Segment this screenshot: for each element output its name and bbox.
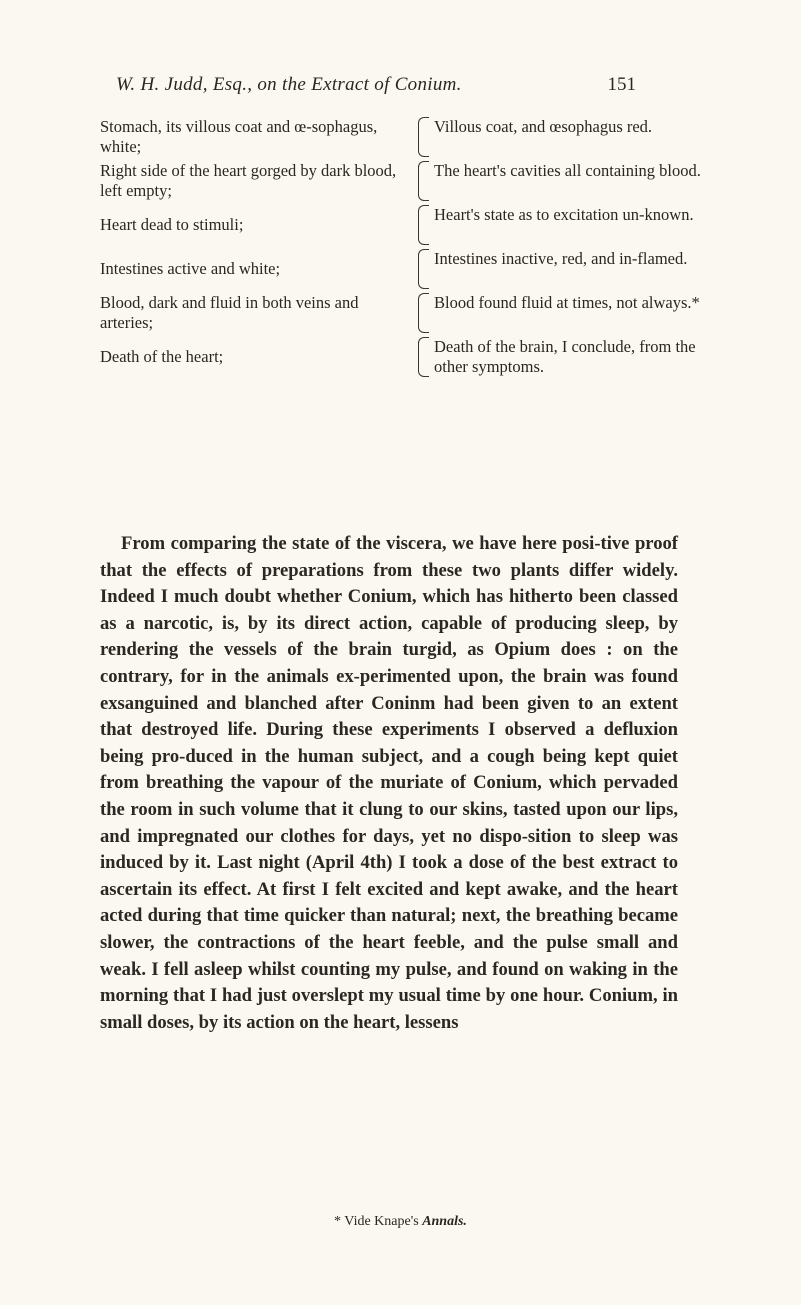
comparison-row (100, 337, 696, 377)
comparison-left: Right side of the heart gorged by dark blood, left empty; (100, 161, 397, 200)
brace-icon (418, 117, 429, 157)
comparison-row (100, 293, 700, 333)
brace-icon (418, 337, 429, 377)
comparison-right: Blood found fluid at times, not always.* (434, 293, 700, 312)
page-number: 151 (607, 74, 636, 95)
brace-icon (418, 161, 429, 201)
comparison-left: Death of the heart; (100, 347, 224, 366)
comparison-left: Blood, dark and fluid in both veins and arteries; (100, 293, 359, 332)
footnote-source: Annals. (422, 1214, 467, 1229)
brace-icon (418, 249, 429, 289)
header-title: W. H. Judd, Esq., on the Extract of Conium. (116, 74, 462, 95)
comparison-row (100, 249, 688, 289)
running-header (116, 74, 636, 102)
comparison-right: Intestines inactive, red, and in-flamed. (434, 249, 688, 268)
body-paragraph (100, 531, 678, 1036)
footnote-marker: * (334, 1214, 342, 1229)
comparison-right: The heart's cavities all containing blood. (434, 161, 701, 180)
footnote-text: Vide Knape's (344, 1214, 419, 1229)
comparison-row (100, 117, 660, 157)
comparison-left: Stomach, its villous coat and œ-sophagus, white; (100, 117, 378, 156)
comparison-right: Heart's state as to excitation un-known. (434, 205, 694, 224)
comparison-right: Villous coat, and œsophagus red. (434, 117, 653, 136)
paragraph-text: From comparing the state of the viscera, we have here posi-tive proof that the effects of preparations from these two plants differ widely. Indeed I much doubt whether Conium, which has hitherto been classed as a narcotic, is, by its direct action, capable of producing sleep, by rendering the vessels of the brain turgid, as Opium does : on the contrary, for in the animals ex-perimented upon, the brain was found exsanguined and blanched after Coninm had been given to an extent that destroyed life. During these experiments I observed a defluxion being pro-duced in the human subject, and a cough being kept quiet from breathing the vapour of the muriate of Conium, which pervaded the room in such volume that it clung to our skins, tasted upon our lips, and impregnated our clothes for days, yet no dispo-sition to sleep was induced by it. Last night (April 4th) I took a dose of the best extract to ascertain its effect. At first I felt excited and kept awake, and the heart acted during that time quicker than natural; next, the breathing became slower, the contractions of the heart feeble, and the pulse small and weak. I fell asleep whilst counting my pulse, and found on waking in the morning that I had just overslept my usual time by one hour. Conium, in small doses, by its action on the heart, lessens (100, 533, 678, 1033)
comparison-left: Heart dead to stimuli; (100, 215, 244, 234)
comparison-row (100, 205, 694, 245)
brace-icon (418, 293, 429, 333)
comparison-row (100, 161, 701, 201)
brace-icon (418, 205, 429, 245)
comparison-right: Death of the brain, I conclude, from the other symptoms. (434, 337, 696, 376)
footnote (0, 1214, 801, 1230)
comparison-left: Intestines active and white; (100, 259, 281, 278)
